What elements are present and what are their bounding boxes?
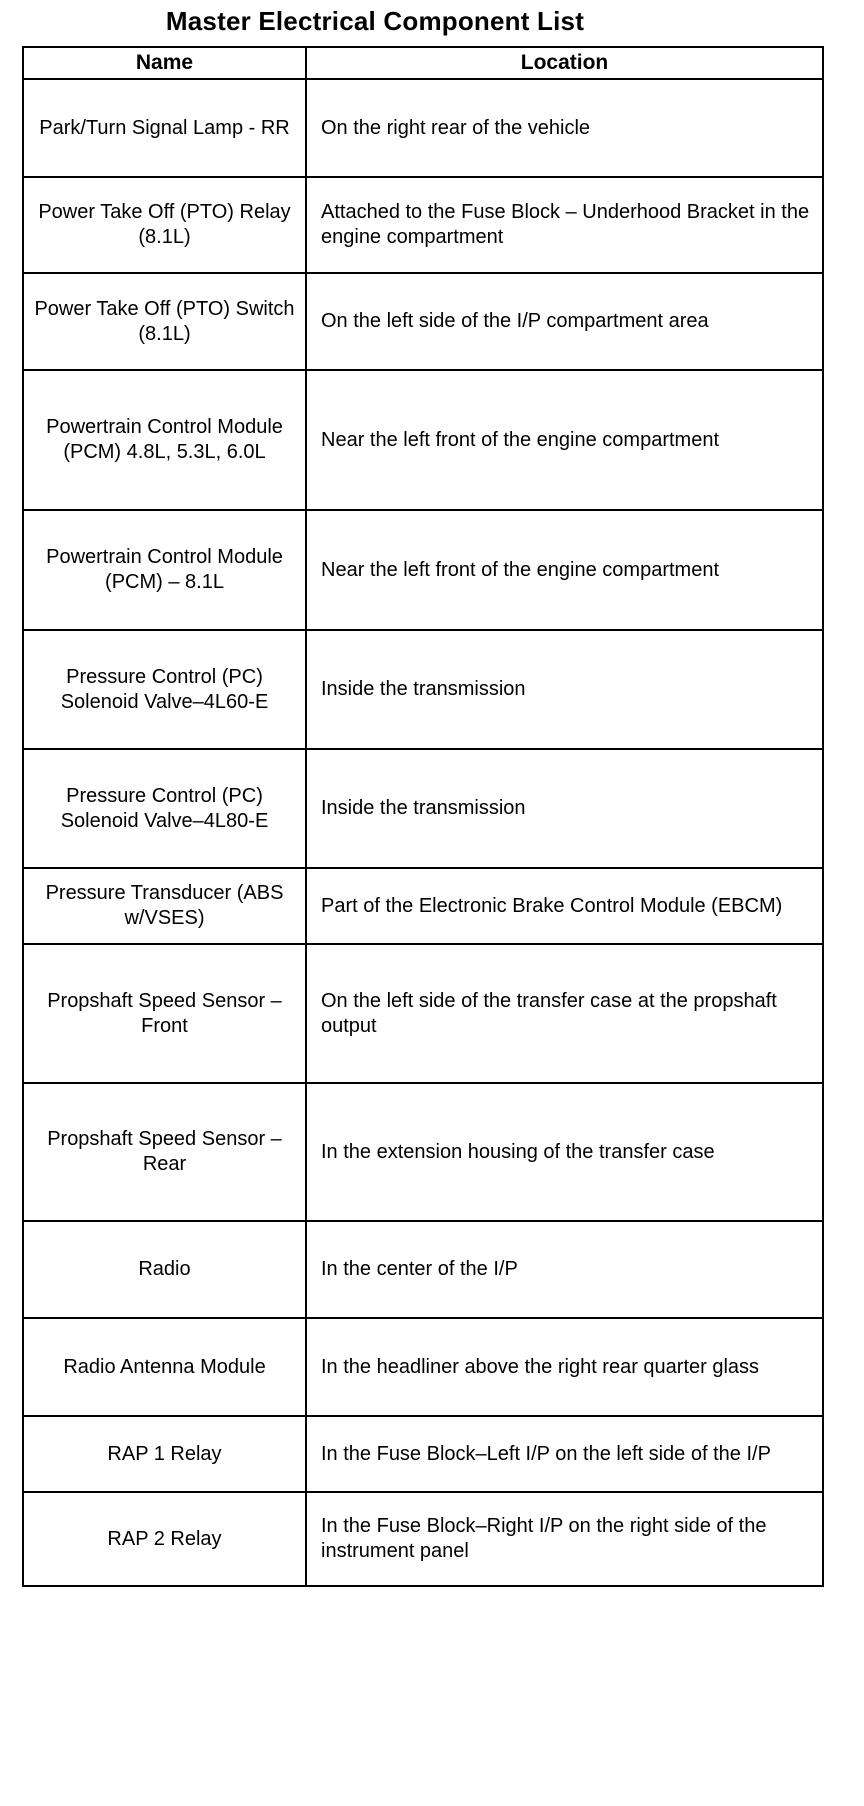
component-location: In the center of the I/P [306,1221,823,1318]
table-row [23,1318,823,1416]
table-row [23,273,823,370]
component-name: Radio Antenna Module [23,1318,306,1416]
table-row [23,79,823,177]
component-name: Power Take Off (PTO) Relay (8.1L) [23,177,306,273]
component-name: RAP 2 Relay [23,1492,306,1586]
component-name: Pressure Control (PC) Solenoid Valve–4L80-E [23,749,306,868]
component-name: Powertrain Control Module (PCM) 4.8L, 5.3L, 6.0L [23,370,306,510]
component-location: Part of the Electronic Brake Control Module (EBCM) [306,868,823,944]
table-row [23,1416,823,1492]
component-location: In the Fuse Block–Right I/P on the right side of the instrument panel [306,1492,823,1586]
component-location: On the right rear of the vehicle [306,79,823,177]
component-location: Inside the transmission [306,749,823,868]
table-row [23,749,823,868]
table-row [23,1221,823,1318]
component-location: Near the left front of the engine compartment [306,370,823,510]
component-name: Propshaft Speed Sensor – Rear [23,1083,306,1221]
table-row [23,177,823,273]
component-name: Powertrain Control Module (PCM) – 8.1L [23,510,306,630]
component-location: On the left side of the transfer case at the propshaft output [306,944,823,1083]
component-location: Attached to the Fuse Block – Underhood Bracket in the engine compartment [306,177,823,273]
table-row [23,944,823,1083]
location-column-header: Location [306,47,823,79]
table-row [23,370,823,510]
page-title: Master Electrical Component List [165,6,585,36]
component-name: Radio [23,1221,306,1318]
table-header-row [23,47,823,79]
table-row [23,868,823,944]
component-table [22,46,824,1587]
name-column-header: Name [23,47,306,79]
component-name: Power Take Off (PTO) Switch (8.1L) [23,273,306,370]
component-name: RAP 1 Relay [23,1416,306,1492]
component-location: In the headliner above the right rear quarter glass [306,1318,823,1416]
component-name: Propshaft Speed Sensor – Front [23,944,306,1083]
component-location: In the extension housing of the transfer case [306,1083,823,1221]
component-name: Park/Turn Signal Lamp - RR [23,79,306,177]
table-row [23,1492,823,1586]
table-row [23,630,823,749]
table-row [23,1083,823,1221]
table-row [23,510,823,630]
component-name: Pressure Transducer (ABS w/VSES) [23,868,306,944]
component-location: Inside the transmission [306,630,823,749]
component-location: Near the left front of the engine compartment [306,510,823,630]
component-name: Pressure Control (PC) Solenoid Valve–4L60-E [23,630,306,749]
component-location: In the Fuse Block–Left I/P on the left side of the I/P [306,1416,823,1492]
component-location: On the left side of the I/P compartment area [306,273,823,370]
